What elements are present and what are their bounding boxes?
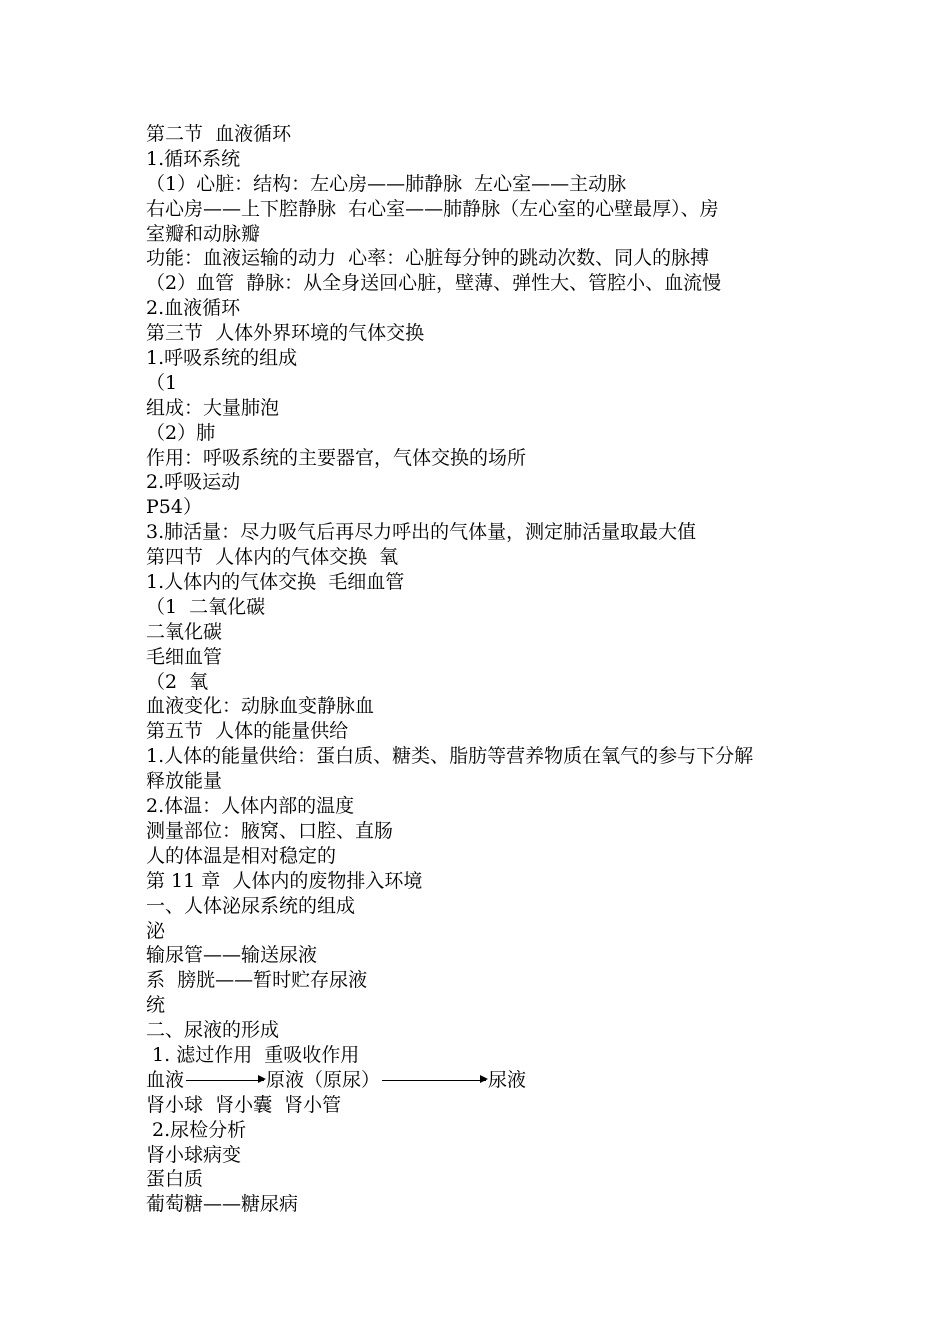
- text-line: 2.体温：人体内部的温度: [146, 795, 355, 818]
- text-line: 肾小球 肾小囊 肾小管: [146, 1093, 342, 1116]
- document-page: [146, 122, 816, 1217]
- text-line: （2）血管 静脉：从全身送回心脏，壁薄、弹性大、管腔小、血流慢: [146, 272, 722, 295]
- text-line: 3.肺活量：尽力吸气后再尽力呼出的气体量，测定肺活量取最大值: [146, 521, 697, 544]
- text-line: 统: [146, 994, 166, 1017]
- text-line: （2）肺: [146, 421, 216, 444]
- text-line: P54）: [146, 496, 202, 519]
- text-line: 室瓣和动脉瓣: [146, 222, 261, 245]
- text-line: 测量部位：腋窝、口腔、直肠: [146, 819, 394, 842]
- text-line: 组成：大量肺泡: [146, 396, 280, 419]
- text-line: 毛细血管: [146, 645, 223, 668]
- right-arrow-icon: [186, 1080, 264, 1081]
- text-line: 人的体温是相对稳定的: [146, 844, 337, 867]
- text-line: 释放能量: [146, 770, 223, 793]
- text-line: 蛋白质: [146, 1168, 204, 1191]
- text-line: 作用：呼吸系统的主要器官，气体交换的场所: [146, 446, 527, 469]
- text-line: 1.循环系统: [146, 147, 241, 170]
- text-line: 1.呼吸系统的组成: [146, 347, 298, 370]
- text-line: 二、尿液的形成: [146, 1019, 280, 1042]
- text-line: （1: [146, 371, 178, 394]
- urine-formation-flow: [146, 1068, 816, 1093]
- text-line: （2 氧: [146, 670, 209, 693]
- text-line: 右心房——上下腔静脉 右心室——肺静脉（左心室的心壁最厚）、房: [146, 197, 719, 220]
- text-line: 2.血液循环: [146, 297, 241, 320]
- flow-start-label: 血液: [146, 1068, 185, 1091]
- text-line: 二氧化碳: [146, 620, 223, 643]
- text-line: 输尿管——输送尿液: [146, 944, 318, 967]
- flow-middle-label: 原液（原尿）: [266, 1068, 381, 1091]
- text-line: 1.人体内的气体交换 毛细血管: [146, 571, 405, 594]
- text-line: 一、人体泌尿系统的组成: [146, 894, 356, 917]
- text-line: （1）心脏：结构：左心房——肺静脉 左心室——主动脉: [146, 172, 627, 195]
- section-heading: 第四节 人体内的气体交换 氧: [146, 546, 399, 569]
- text-line: 2.尿检分析: [146, 1118, 247, 1141]
- section-heading: 第三节 人体外界环境的气体交换: [146, 322, 425, 345]
- text-line: 2.呼吸运动: [146, 471, 241, 494]
- text-line: 血液变化：动脉血变静脉血: [146, 695, 375, 718]
- chapter-heading: 第 11 章 人体内的废物排入环境: [146, 869, 423, 892]
- text-line: 1.人体的能量供给：蛋白质、糖类、脂肪等营养物质在氧气的参与下分解: [146, 745, 754, 768]
- text-line: （1 二氧化碳: [146, 595, 266, 618]
- section-heading: 第五节 人体的能量供给: [146, 720, 349, 743]
- section-heading: 第二节 血液循环: [146, 123, 292, 145]
- text-line: 肾小球病变: [146, 1143, 242, 1166]
- text-line: 功能：血液运输的动力 心率：心脏每分钟的跳动次数、同人的脉搏: [146, 247, 710, 270]
- flow-end-label: 尿液: [488, 1068, 527, 1091]
- text-line: 1. 滤过作用 重吸收作用: [146, 1043, 360, 1066]
- text-line: 泌: [146, 919, 166, 942]
- text-line: 葡萄糖——糖尿病: [146, 1193, 299, 1216]
- right-arrow-icon: [382, 1080, 486, 1081]
- text-line: 系 膀胱——暂时贮存尿液: [146, 969, 368, 992]
